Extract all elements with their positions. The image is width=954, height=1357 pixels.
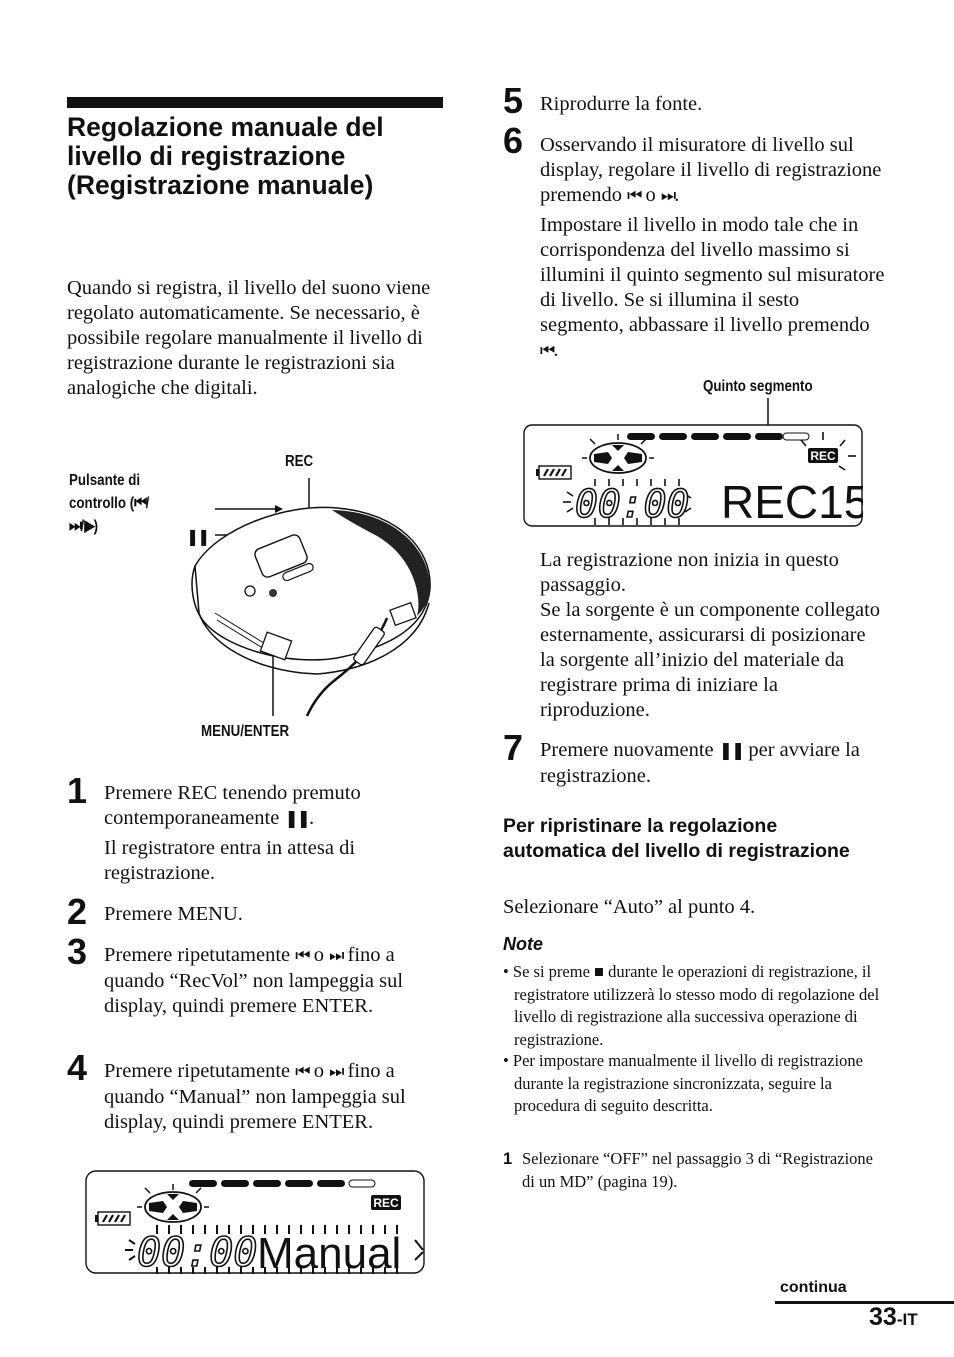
continua-label: continua: [780, 1279, 847, 1296]
footer-rule: [775, 1301, 954, 1304]
next-icon: ⏭: [329, 946, 343, 966]
prev-icon: ⏮: [134, 493, 146, 513]
prev-icon: ⏮: [295, 946, 309, 966]
device-figure: [67, 448, 447, 748]
step-4-number: 4: [67, 1047, 88, 1088]
note-sub-number: 1: [503, 1150, 513, 1168]
notes-heading: Note: [503, 934, 543, 954]
pause-icon: ❚❚: [284, 809, 309, 829]
step-3-text: Premere ripetutamente ⏮ o ⏭ fino a quando “RecVol” non lampeggia sul display, quindi premere ENTER.: [104, 944, 404, 1017]
section-title: Regolazione manuale del livello di registrazione (Registrazione manuale): [67, 112, 384, 200]
step-1-number: 1: [67, 770, 88, 811]
step-2-text: Premere MENU.: [104, 903, 243, 925]
callout-quinto-segmento: Quinto segmento: [703, 378, 813, 395]
step-2-number: 2: [67, 891, 88, 932]
lcd-time: 00:00: [575, 482, 690, 526]
note-item-1: • Se si preme ■ durante le operazioni di registrazione, il registratore utilizzerà lo stesso modo di regolazione del livello di registrazione alla successiva operazione di registrazione.: [503, 962, 880, 1049]
section-rule: [67, 97, 443, 108]
lcd-display-manual: [85, 1170, 425, 1274]
lcd-mode: Manual: [257, 1229, 402, 1274]
control-label: Pulsante di controllo (⏮/ ⏭/▶): [69, 472, 150, 536]
step-6-after-display: La registrazione non inizia in questo passaggio.: [540, 549, 839, 596]
lcd-rec15-panel: [523, 424, 863, 528]
lcd-display-rec15: [523, 424, 863, 528]
stop-icon: ■: [594, 962, 604, 981]
prev-icon: ⏮: [295, 1062, 309, 1082]
step-6-text: Osservando il misuratore di livello sul display, regolare il livello di registrazione premendo ⏮ o ⏭.: [540, 134, 882, 206]
subsection-title: Per ripristinare la regolazione automatica del livello di registrazione: [503, 815, 850, 862]
lcd-mode: REC15: [721, 476, 863, 528]
play-icon: ▶: [84, 516, 94, 536]
step-7-number: 7: [503, 727, 524, 768]
step-5-text: Riprodurre la fonte.: [540, 93, 703, 115]
subsection-text: Selezionare “Auto” al punto 4.: [503, 896, 756, 918]
md-recorder-illustration: [67, 448, 447, 718]
step-6-source-note: Se la sorgente è un componente collegato esternamente, assicurarsi di posizionare la sorgente all’inizio del materiale da registrare prima di iniziare la riproduzione.: [540, 599, 881, 721]
pause-label: ❚❚: [187, 529, 210, 546]
step-1-text: Premere REC tenendo premuto contemporaneamente ❚❚.: [104, 782, 361, 829]
menu-enter-label: MENU/ENTER: [201, 723, 290, 740]
rec-label: REC: [285, 453, 314, 470]
page-number: 33-IT: [869, 1303, 918, 1331]
next-icon: ⏭: [660, 186, 675, 206]
step-3-number: 3: [67, 931, 88, 972]
lcd-time: 00:00: [137, 1230, 258, 1274]
pause-icon: ❚❚: [718, 741, 744, 761]
step-6-number: 6: [503, 120, 524, 161]
step-5-number: 5: [503, 80, 524, 121]
prev-icon: ⏮: [627, 186, 641, 206]
next-icon: ⏭: [329, 1062, 343, 1082]
rec-badge-text: REC: [810, 449, 836, 463]
step-6-subtext: Impostare il livello in modo tale che in corrispondenza del livello massimo si illumini il quinto segmento sul misuratore di livello. Se si illumina il sesto segmento, abbassare il livello premendo ⏮.: [540, 214, 885, 361]
note-sub-text: Selezionare “OFF” nel passaggio 3 di “Registrazione di un MD” (pagina 19).: [522, 1149, 873, 1191]
intro-paragraph: Quando si registra, il livello del suono viene regolato automaticamente. Se necessario, è possibile regolare manualmente il livello di registrazione durante le registrazioni sia analogiche che digitali.: [67, 277, 431, 399]
step-4-text: Premere ripetutamente ⏮ o ⏭ fino a quando “Manual” non lampeggia sul display, quindi premere ENTER.: [104, 1060, 406, 1133]
step-7-text: Premere nuovamente ❚❚ per avviare la registrazione.: [540, 739, 860, 787]
lcd-manual-panel: [85, 1170, 425, 1274]
next-icon: ⏭: [69, 516, 81, 536]
rec-badge-text: REC: [373, 1196, 399, 1210]
step-1-subtext: Il registratore entra in attesa di registrazione.: [104, 837, 356, 884]
note-item-2: • Per impostare manualmente il livello di registrazione durante la registrazione sincronizzata, seguire la procedura di seguito descritta.: [503, 1051, 863, 1115]
prev-icon: ⏮: [540, 341, 554, 361]
